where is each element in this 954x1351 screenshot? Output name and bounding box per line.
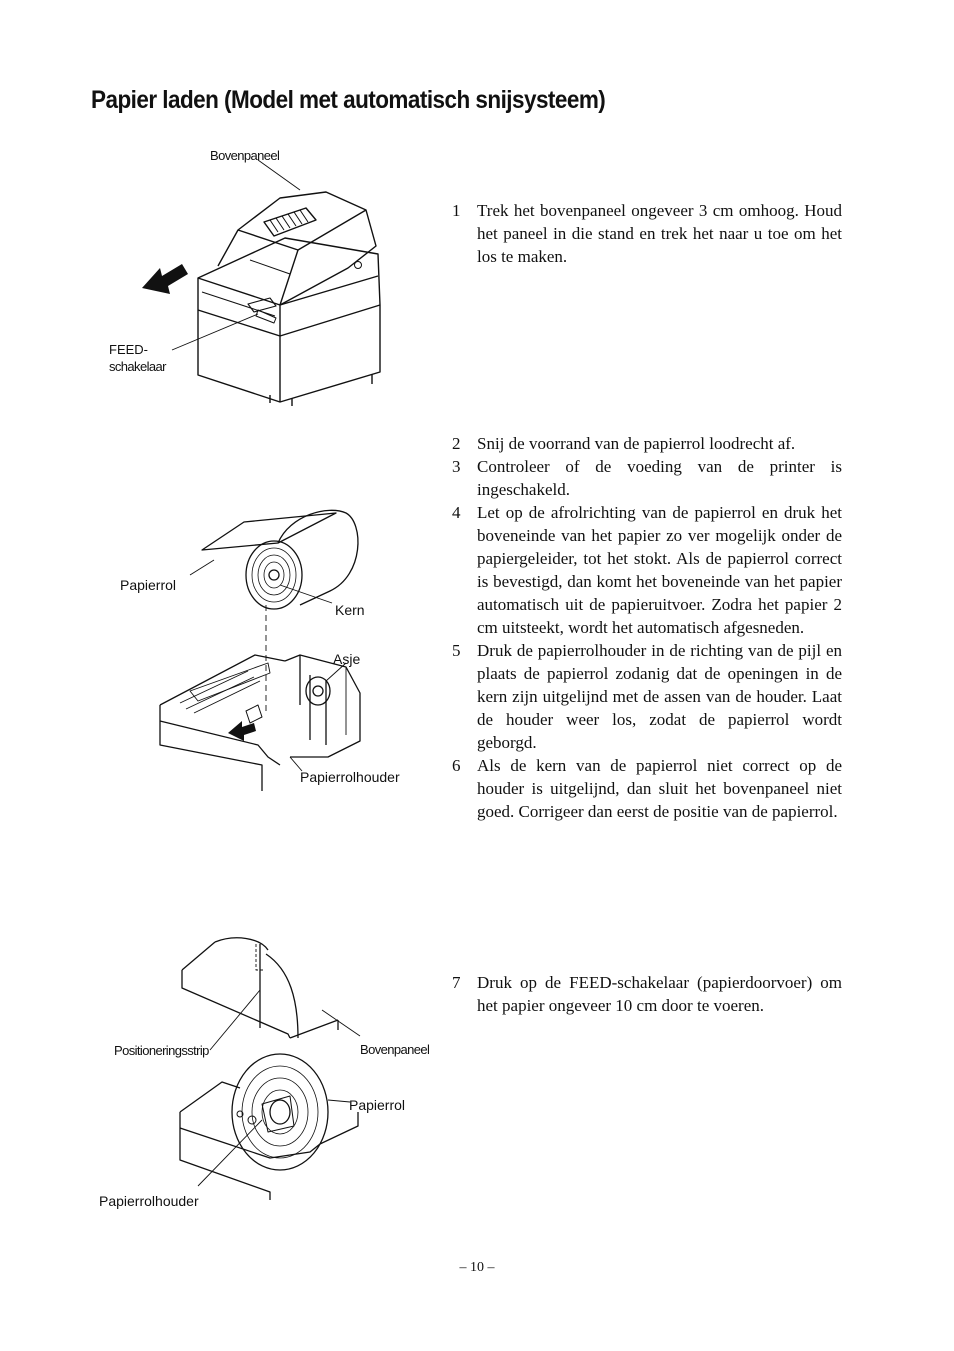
steps-group-3 xyxy=(452,971,842,1017)
step-text: Controleer of de voeding van de printer is ingeschakeld. xyxy=(477,457,842,499)
step-number: 4 xyxy=(452,503,461,522)
printer-top-panel-illustration xyxy=(130,140,410,410)
step-text: Als de kern van de papierrol niet correct op de houder is uitgelijnd, dan sluit het bovenpaneel niet goed. Corrigeer dan eerst de positie van de papierrol. xyxy=(477,756,842,821)
figure1-label-feed-line1: FEED- xyxy=(109,342,148,357)
step-item xyxy=(452,432,842,455)
figure3-label-strip: Positioneringsstrip xyxy=(114,1043,209,1058)
positioning-strip-illustration xyxy=(170,930,450,1200)
figure1-label-feed-line2: schakelaar xyxy=(109,359,166,374)
step-item xyxy=(452,199,842,268)
step-item xyxy=(452,971,842,1017)
step-number: 2 xyxy=(452,434,461,453)
step-text: Trek het bovenpaneel ongeveer 3 cm omhoog. Houd het paneel in die stand en trek het naar u toe om het los te maken. xyxy=(477,201,842,266)
figure2-label-holder: Papierrolhouder xyxy=(300,769,400,785)
figure3-label-holder: Papierrolhouder xyxy=(99,1193,199,1209)
step-item xyxy=(452,754,842,823)
step-number: 5 xyxy=(452,641,461,660)
step-item xyxy=(452,501,842,639)
paper-roll-holder-illustration xyxy=(150,495,430,800)
figure2-label-paper-roll: Papierrol xyxy=(120,577,177,593)
step-number: 1 xyxy=(452,201,461,220)
figure3-label-paper-roll: Papierrol xyxy=(349,1097,406,1113)
figure2-label-axle: Asje xyxy=(333,651,361,667)
figure1-label-top-panel: Bovenpaneel xyxy=(210,148,280,163)
step-text: Snij de voorrand van de papierrol loodrecht af. xyxy=(477,434,796,453)
steps-group-2 xyxy=(452,432,842,823)
figure2-label-core: Kern xyxy=(335,602,365,618)
step-text: Druk de papierrolhouder in de richting van de pijl en plaats de papierrol zodanig dat de openingen in de kern zijn uitgelijnd met de assen van de houder. Laat de houder weer los, zodat de papierrol wordt geborgd. xyxy=(477,641,842,752)
page-number: – 10 – xyxy=(459,1260,495,1275)
step-number: 7 xyxy=(452,973,461,992)
step-number: 6 xyxy=(452,756,461,775)
step-item xyxy=(452,455,842,501)
step-text: Let op de afrolrichting van de papierrol en druk het boveneinde van het papier zo ver mogelijk onder de papiergeleider, tot het stokt. Als de papierrol correct is bevestigd, dan komt het boveneinde van het papier automatisch uit de papieruitvoer. Zodra het papier 2 cm uitsteekt, wordt het automatisch afgesneden. xyxy=(477,503,842,637)
step-number: 3 xyxy=(452,457,461,476)
step-text: Druk op de FEED-schakelaar (papierdoorvoer) om het papier ongeveer 10 cm door te voeren. xyxy=(477,973,842,1015)
page-title: Papier laden (Model met automatisch snijsysteem) xyxy=(91,86,606,114)
step-item xyxy=(452,639,842,754)
steps-group-1 xyxy=(452,199,842,268)
figure3-label-top-panel: Bovenpaneel xyxy=(360,1042,430,1057)
